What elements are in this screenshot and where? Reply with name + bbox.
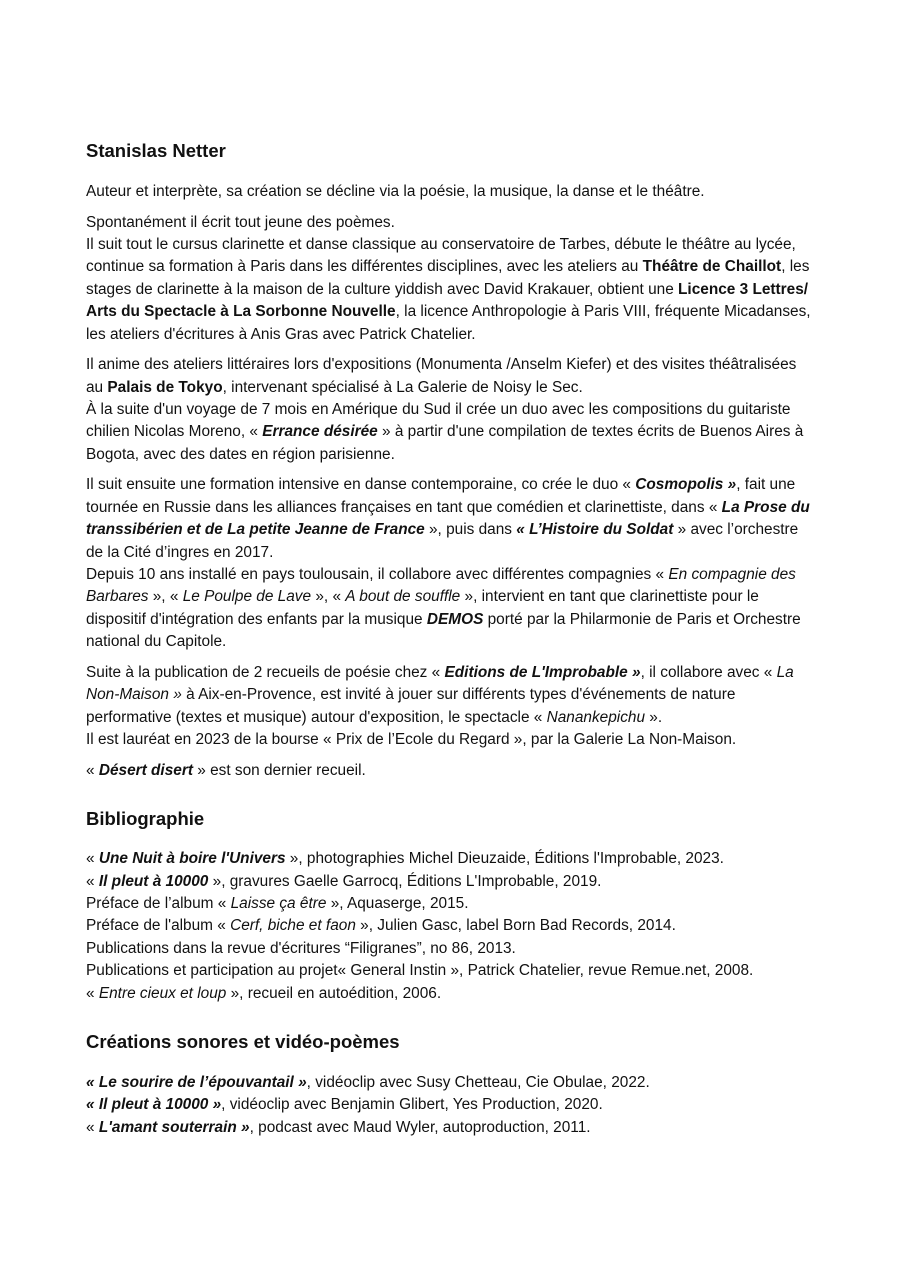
bio-text: porté par la Philarmonie de Paris et Orchestre national du Capitole. — [86, 610, 801, 651]
creations-list — [86, 1072, 816, 1139]
list-item: Préface de l'album « Cerf, biche et faon », Julien Gasc, label Born Bad Records, 2014. — [86, 917, 676, 935]
list-item: Publications et participation au projet« General Instin », Patrick Chatelier, revue Remue.net, 2008. — [86, 962, 754, 980]
work-title: Désert disert — [98, 761, 193, 779]
bio-text: Il suit tout le cursus clarinette et danse classique au conservatoire de Tarbes, débute le théâtre au lycée, continue sa formation à Paris dans les différentes disciplines, avec les ateliers au — [86, 236, 796, 276]
list-item: Préface de l’album « Laisse ça être », Aquaserge, 2015. — [86, 894, 469, 912]
work-title: Entre cieux et loup — [98, 984, 227, 1002]
bio-paragraph-danse — [86, 474, 816, 653]
bio-text: Suite à la publication de 2 recueils de poésie chez « — [86, 663, 445, 681]
intro-paragraph: Auteur et interprète, sa création se décline via la poésie, la musique, la danse et le théâtre. — [86, 183, 705, 200]
work-title: « Le sourire de l’épouvantail » — [86, 1073, 307, 1091]
bio-text: , les stages de clarinette à la maison de la culture yiddish avec David Krakauer, obtient une — [86, 258, 810, 298]
work-title: Cosmopolis » — [635, 476, 737, 494]
work-title: Une Nuit à boire l'Univers — [98, 850, 286, 868]
bio-paragraph-latest — [86, 760, 816, 782]
list-item: Publications dans la revue d'écritures “Filigranes”, no 86, 2013. — [86, 939, 516, 957]
bio-text: , il collabore avec « — [640, 663, 777, 681]
bio-paragraph-formation — [86, 212, 816, 346]
work-title: Il pleut à 10000 — [98, 872, 209, 890]
list-item: « Il pleut à 10000 », vidéoclip avec Benjamin Glibert, Yes Production, 2020. — [86, 1096, 603, 1114]
venue-name: La Non-Maison » — [86, 663, 794, 704]
bio-paragraph-ateliers — [86, 354, 816, 466]
bibliography-list — [86, 848, 816, 1005]
work-title: Errance désirée — [262, 423, 378, 441]
list-item: « Entre cieux et loup », recueil en autoédition, 2006. — [86, 984, 442, 1002]
bio-text: , la licence Anthropologie à Paris VIII, fréquente Micadanses, les ateliers d'écritures à Anis Gras avec Patrick Chatelier. — [86, 303, 811, 343]
list-item: « Une Nuit à boire l'Univers », photographies Michel Dieuzaide, Éditions l'Improbable, 2023. — [86, 850, 724, 868]
list-item: « Le sourire de l’épouvantail », vidéoclip avec Susy Chetteau, Cie Obulae, 2022. — [86, 1073, 650, 1091]
company-name: En compagnie des Barbares — [86, 566, 796, 606]
bio-emphasis: Palais de Tokyo — [107, 378, 223, 396]
bio-text: », « — [148, 588, 183, 606]
bio-text: » est son dernier recueil. — [192, 761, 366, 779]
creations-heading: Créations sonores et vidéo-poèmes — [86, 1030, 400, 1052]
bio-text: » à partir d'une compilation de textes écrits de Buenos Aires à Bogota, avec des dates en région parisienne. — [86, 423, 804, 463]
bio-text: Il anime des ateliers littéraires lors d'expositions (Monumenta /Anselm Kiefer) et des visites théâtralisées au — [86, 356, 797, 396]
list-item: « L'amant souterrain », podcast avec Maud Wyler, autoproduction, 2011. — [86, 1118, 591, 1136]
work-title: L'amant souterrain » — [98, 1118, 250, 1136]
work-title: « Il pleut à 10000 » — [86, 1096, 222, 1114]
work-title: Nanankepichu — [546, 708, 646, 726]
bio-text: , intervenant spécialisé à La Galerie de Noisy le Sec. — [222, 378, 583, 396]
work-title: Laisse ça être — [230, 894, 327, 912]
bio-text: Il est lauréat en 2023 de la bourse « Prix de l’Ecole du Regard », par la Galerie La Non-Maison. — [86, 731, 737, 749]
bio-text: à Aix-en-Provence, est invité à jouer sur différents types d'événements de nature performative (textes et musique) autour d'exposition, le spectacle « — [86, 686, 736, 726]
document-page — [86, 138, 816, 1139]
bio-text: », « — [311, 588, 346, 606]
work-title: « L’Histoire du Soldat — [516, 521, 674, 539]
bio-text: », puis dans — [424, 521, 517, 539]
company-name: Le Poulpe de Lave — [182, 588, 312, 606]
company-name: A bout de souffle — [345, 588, 461, 606]
bio-text: Il suit ensuite une formation intensive en danse contemporaine, co crée le duo « — [86, 476, 636, 494]
bio-emphasis: Théâtre de Chaillot — [642, 258, 782, 276]
bio-text: « — [86, 761, 99, 779]
bio-text: Depuis 10 ans installé en pays toulousain, il collabore avec différentes compagnies « — [86, 566, 669, 584]
bio-text: » avec l’orchestre de la Cité d’ingres en 2017. — [86, 521, 799, 561]
list-item: « Il pleut à 10000 », gravures Gaelle Garrocq, Éditions L'Improbable, 2019. — [86, 872, 602, 890]
work-title: Cerf, biche et faon — [230, 917, 356, 935]
bio-text: À la suite d'un voyage de 7 mois en Amérique du Sud il crée un duo avec les compositions du guitariste chilien Nicolas Moreno, « — [86, 401, 791, 441]
bio-text: ». — [645, 708, 663, 726]
bio-paragraph-publications — [86, 662, 816, 752]
publisher-name: Editions de L'Improbable » — [444, 663, 641, 681]
page-title: Stanislas Netter — [86, 140, 226, 161]
bibliography-heading: Bibliographie — [86, 808, 205, 830]
bio-line: Spontanément il écrit tout jeune des poèmes. — [86, 213, 395, 231]
bio-text: , fait une tournée en Russie dans les alliances françaises en tant que comédien et clarinettiste, dans « — [86, 476, 796, 516]
work-title: La Prose du transsibérien et de La petite Jeanne de France — [86, 498, 810, 539]
program-name: DEMOS — [426, 610, 484, 628]
bio-emphasis: Licence 3 Lettres/ Arts du Spectacle à La Sorbonne Nouvelle — [86, 280, 809, 321]
bio-text: », intervient en tant que clarinettiste pour le dispositif d'intégration des enfants par la musique — [86, 588, 759, 628]
